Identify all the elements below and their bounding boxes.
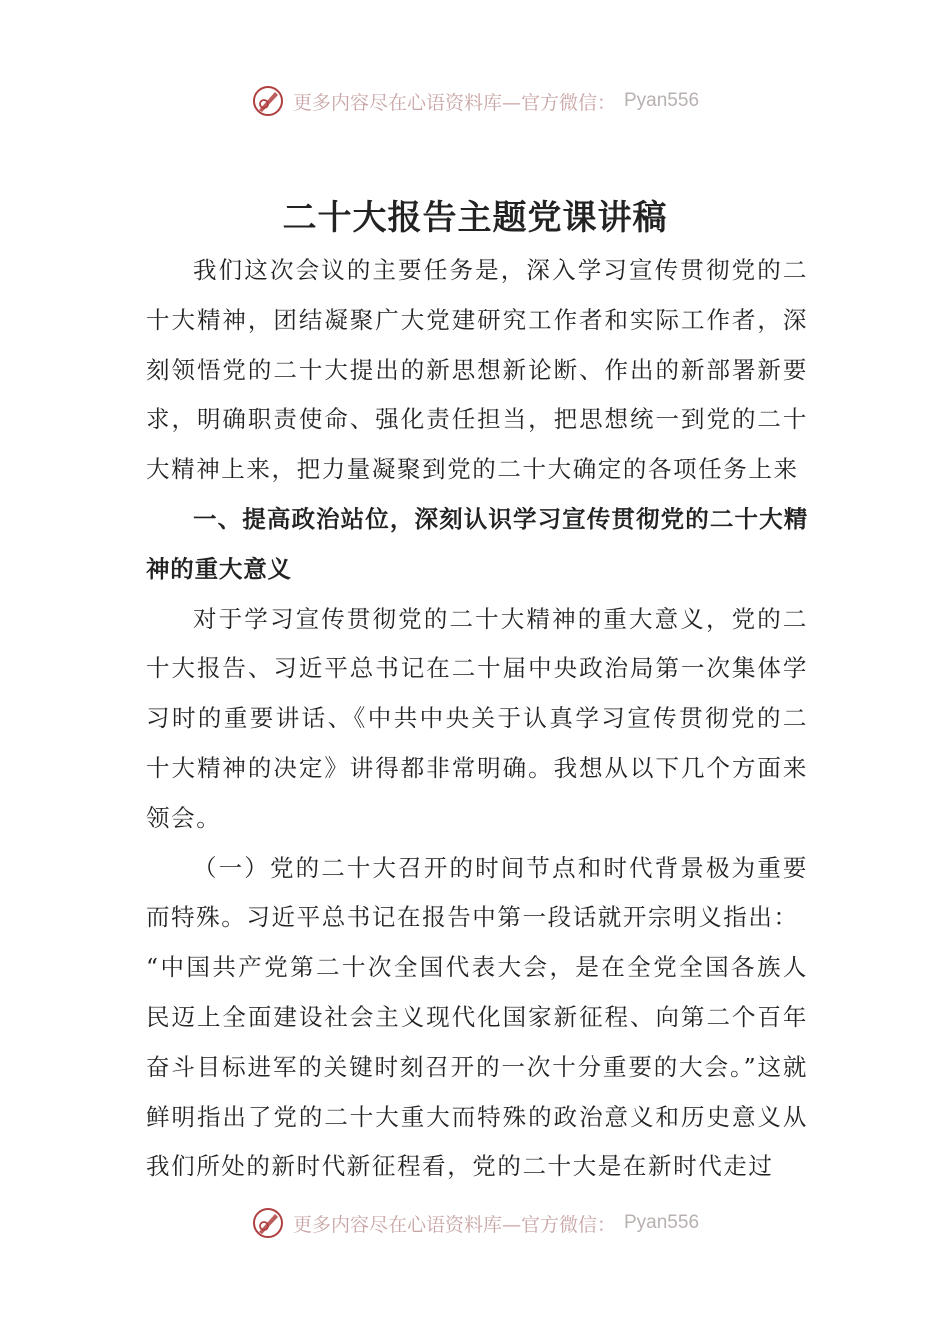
document-body [146,246,808,1192]
footer-watermark [0,1206,950,1240]
watermark-handle: Pyan556 [624,1212,700,1233]
document-title: 二十大报告主题党课讲稿 [282,198,668,238]
paragraph-quote: “中国共产党第二十次全国代表大会，是在全党全国各族人民迈上全面建设社会主义现代化国家新征程、向第二个百年奋斗目标进军的关键时刻召开的一次十分重要的大会。”这就鲜明指出了党的二十大重大而特殊的政治意义和历史意义从我们所处的新时代新征程看，党的二十大是在新时代走过 [146,953,808,1181]
watermark-text: 更多内容尽在心语资料库—官方微信： [292,91,616,114]
paragraph-intro: 我们这次会议的主要任务是，深入学习宣传贯彻党的二十大精神，团结凝聚广大党建研究工作者和实际工作者，深刻领悟党的二十大提出的新思想新论断、作出的新部署新要求，明确职责使命、强化责任担当，把思想统一到党的二十大精神上来，把力量凝聚到党的二十大确定的各项任务上来 [146,256,808,484]
header-watermark [0,84,950,118]
watermark-text: 更多内容尽在心语资料库—官方微信： [292,1213,616,1236]
paragraph-significance: 对于学习宣传贯彻党的二十大精神的重大意义，党的二十大报告、习近平总书记在二十届中央政治局第一次集体学习时的重要讲话、《中共中央关于认真学习宣传贯彻党的二十大精神的决定》讲得都非常明确。我想从以下几个方面来领会。 [146,604,808,832]
watermark-handle: Pyan556 [624,90,700,111]
pen-circle-logo-icon [251,1206,285,1240]
section-heading-1: 一、提高政治站位，深刻认识学习宣传贯彻党的二十大精神的重大意义 [146,504,808,583]
paragraph-subsection-1: （一）党的二十大召开的时间节点和时代背景极为重要而特殊。习近平总书记在报告中第一段话就开宗明义指出： [146,853,808,932]
pen-circle-logo-icon [251,84,285,118]
